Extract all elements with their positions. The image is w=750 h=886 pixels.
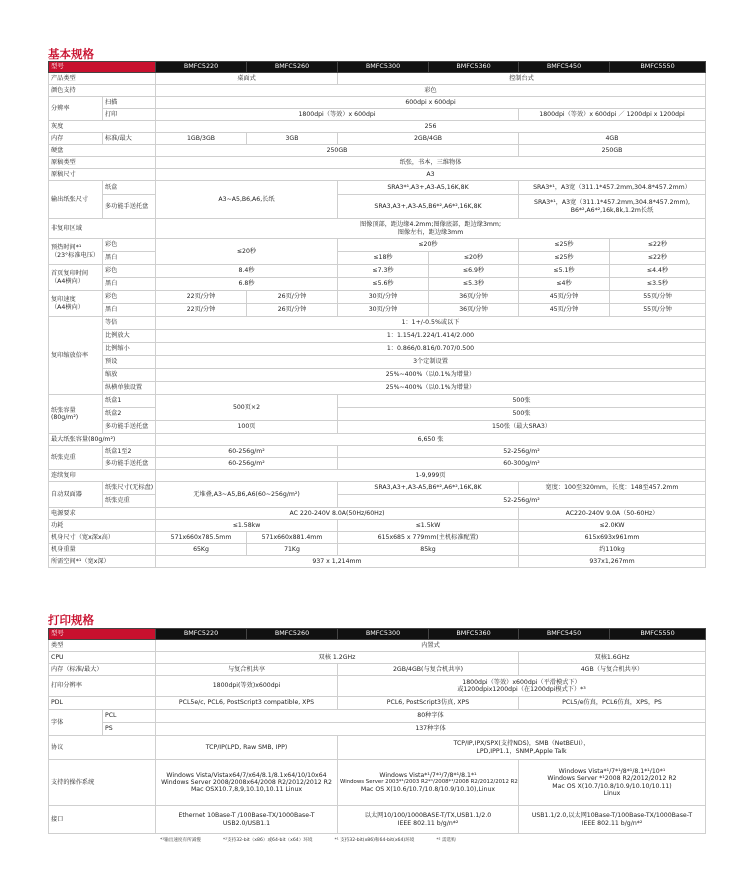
table-row	[49, 736, 706, 760]
model-5300: BMFC5300	[338, 62, 429, 73]
table-row	[49, 664, 706, 676]
cell: 85kg	[338, 544, 519, 556]
table-row	[49, 710, 706, 723]
cell-line: Windows Vista/Vistax64/7/x64/8.1/8.1x64/10/10x64	[166, 771, 327, 779]
sub-label: 纸盒2	[103, 408, 156, 421]
cell: 6,650 张	[156, 434, 706, 446]
footnotes	[160, 837, 478, 843]
cell: 71Kg	[247, 544, 338, 556]
row-label: 所需空间*¹（宽x深）	[49, 556, 156, 568]
cell: 30页/分钟	[338, 291, 429, 304]
sub-label: 纸盒	[103, 181, 156, 195]
cell-line: Ethernet 10Base-T /100Base-TX/1000Base-T	[178, 812, 315, 820]
cell: 控制台式	[338, 73, 706, 85]
cell: 1：1+/-0.5%或以下	[156, 317, 706, 330]
cell-line: Linux	[603, 789, 621, 797]
footnote: *¹ 支持32-bit(x86)和64-bit(x64)环境	[334, 838, 415, 843]
sub-label: 多功能手送托盘	[103, 195, 156, 219]
cell: 55页/分钟	[610, 304, 706, 317]
cell: SRA3*¹,A3+,A3-A5,16K,8K	[338, 181, 519, 195]
cell-line: Windows Server 2003*¹/2003 R2*¹/2008*¹/2008 R2/2012/2012 R2	[340, 779, 518, 786]
table-row	[49, 304, 706, 317]
cell: 1-9,999页	[156, 470, 706, 482]
sub-label: 纸盒1	[103, 395, 156, 408]
table-row	[49, 421, 706, 434]
sub-label: 纸张尺寸(无标盘)	[103, 482, 156, 495]
cell: ≤20秒	[338, 239, 519, 252]
cell: ≤1.5kW	[338, 520, 519, 532]
cell-line: USB2.0/USB1.1	[222, 819, 271, 827]
row-label	[49, 395, 103, 434]
cell-line: Windows Vista*¹/7*¹/7/8*¹/8.1*¹	[379, 772, 477, 779]
cell: PCL5/e仿真，PCL6仿真，XPS，PS	[519, 697, 706, 710]
cell: 45页/分钟	[519, 304, 610, 317]
cell: ≤3.5秒	[610, 278, 706, 291]
cell: ≤20秒	[429, 252, 519, 265]
model-5300: BMFC5300	[338, 629, 429, 640]
cell: 约110kg	[519, 544, 706, 556]
table-row	[49, 395, 706, 408]
cell: 937x1,267mm	[519, 556, 706, 568]
sub-label: 彩色	[103, 291, 156, 304]
cell: 80种字体	[156, 710, 706, 723]
cell	[519, 760, 706, 806]
cell	[156, 806, 338, 834]
table-row	[49, 458, 706, 470]
basic-specs-title: 基本规格	[48, 47, 94, 61]
sub-label: 多功能手送托盘	[103, 421, 156, 434]
cell: 1800dpi（等效）x 600dpi ／ 1200dpi x 1200dpi	[519, 109, 706, 121]
header-row	[49, 62, 706, 73]
table-row	[49, 369, 706, 382]
print-specs-table	[48, 628, 706, 834]
cell	[338, 760, 519, 806]
sub-label: 黑白	[103, 278, 156, 291]
table-row	[49, 806, 706, 834]
footnote: *¹输出速度有所减慢	[160, 838, 201, 843]
model-label: 型号	[49, 62, 156, 73]
cell: 55页/分钟	[610, 291, 706, 304]
row-label	[49, 291, 103, 317]
table-row	[49, 195, 706, 219]
row-label: 颜色支持	[49, 85, 156, 97]
row-label: 硬盘	[49, 145, 156, 157]
cell: SRA3,A3+,A3-A5,B6*²,A6*²,16K,8K	[338, 482, 519, 495]
table-row	[49, 278, 706, 291]
cell: TCP/IP(LPD, Raw SMB, IPP)	[156, 736, 338, 760]
table-row	[49, 219, 706, 239]
cell: 1GB/3GB	[156, 133, 247, 145]
table-row	[49, 482, 706, 495]
model-5550: BMFC5550	[610, 629, 706, 640]
cell: 2GB/4GB	[338, 133, 519, 145]
table-row	[49, 73, 706, 85]
cell: ≤18秒	[338, 252, 429, 265]
header-row	[49, 629, 706, 640]
cell-line: 1800dpi（等效）x600dpi（平滑模式下）	[462, 678, 581, 686]
sub-label: 等倍	[103, 317, 156, 330]
table-row	[49, 470, 706, 482]
table-row	[49, 181, 706, 195]
table-row	[49, 676, 706, 697]
cell-line: 图像顶部，距边缘4.2mm;图像底部，距边缘3mm;	[359, 221, 502, 229]
row-label: PDL	[49, 697, 156, 710]
cell: 8.4秒	[156, 265, 338, 278]
row-label: 机身尺寸（宽x深x高）	[49, 532, 156, 544]
cell-line: Mac OSX10.7,8,9,10.10,10.11 Linux	[190, 786, 303, 794]
footnote: *² 需选购	[436, 838, 456, 843]
row-label-line: （A4横向）	[51, 303, 84, 311]
cell: 256	[156, 121, 706, 133]
cell: 60-300g/m²	[338, 458, 706, 470]
cell: 22页/分钟	[156, 304, 247, 317]
table-row	[49, 446, 706, 458]
cell: 25%~400%（以0.1%为增量）	[156, 382, 706, 395]
sub-label: 纸盒1至2	[103, 446, 156, 458]
cell	[338, 676, 706, 697]
row-label: 分辨率	[49, 97, 103, 121]
cell: ≤5.1秒	[519, 265, 610, 278]
cell	[519, 806, 706, 834]
cell: 双核 1.2GHz	[156, 652, 519, 664]
sub-label: 预设	[103, 356, 156, 369]
footnote: *²支持32-bit（x86）或64-bit（x64）环境	[222, 838, 313, 843]
cell-line: Windows Server 2008/2008x64/2008 R2/2012/2012 R2	[161, 778, 332, 786]
cell: ≤22秒	[610, 252, 706, 265]
cell: 25%~400%（以0.1%为增量）	[156, 369, 706, 382]
row-label-line: 首页复印时间	[51, 270, 89, 278]
cell: 65Kg	[156, 544, 247, 556]
cell: AC220-240V 9.0A（50-60Hz）	[519, 508, 706, 520]
sub-label: 比例缩小	[103, 343, 156, 356]
cell: ≤5.3秒	[429, 278, 519, 291]
cell: 彩色	[156, 85, 706, 97]
cell: ≤1.58kw	[156, 520, 338, 532]
cell	[338, 806, 519, 834]
sub-label: PCL	[103, 710, 156, 723]
table-row	[49, 434, 706, 446]
table-row	[49, 239, 706, 252]
row-label: 灰度	[49, 121, 156, 133]
table-row	[49, 556, 706, 568]
table-row	[49, 520, 706, 532]
table-row	[49, 508, 706, 520]
print-specs-title: 打印规格	[48, 613, 94, 627]
cell-line: 图像左右，距边缘3mm	[397, 228, 464, 236]
cell: 1800dpi(等效)x600dpi	[156, 676, 338, 697]
table-row	[49, 133, 706, 145]
sub-label: 纸张克重	[103, 495, 156, 508]
row-label: 复印缩放倍率	[49, 317, 103, 395]
row-label: 接口	[49, 806, 156, 834]
table-row	[49, 760, 706, 806]
row-label: 最大纸张容量(80g/m²)	[49, 434, 156, 446]
row-label: 输出纸张尺寸	[49, 181, 103, 219]
model-5260: BMFC5260	[247, 629, 338, 640]
table-row	[49, 169, 706, 181]
table-row	[49, 382, 706, 395]
cell: 600dpi x 600dpi	[156, 97, 706, 109]
cell: 26页/分钟	[247, 291, 338, 304]
table-row	[49, 145, 706, 157]
row-label: 类型	[49, 640, 156, 652]
row-label: 自动双面器	[49, 482, 103, 508]
sub-label: 打印	[103, 109, 156, 121]
cell: ≤20秒	[156, 239, 338, 265]
cell: 纸张，书本，三维物体	[156, 157, 706, 169]
cell: ≤5.6秒	[338, 278, 429, 291]
row-label: 功耗	[49, 520, 156, 532]
cell: A3~A5,B6,A6,长纸	[156, 181, 338, 219]
cell: SRA3*¹，A3宽（311.1*457.2mm,304.8*457.2mm）	[519, 181, 706, 195]
table-row	[49, 157, 706, 169]
cell: ≤25秒	[519, 252, 610, 265]
row-label: 电源要求	[49, 508, 156, 520]
cell: 双核1.6GHz	[519, 652, 706, 664]
basic-specs-table	[48, 61, 706, 568]
cell: 30页/分钟	[338, 304, 429, 317]
table-row	[49, 291, 706, 304]
cell: 22页/分钟	[156, 291, 247, 304]
cell: 1800dpi（等效）x 600dpi	[156, 109, 519, 121]
cell-line: 以太网10/100/1000BASE-T/TX,USB1.1/2.0	[364, 812, 492, 820]
row-label-line: （23°标准电压）	[51, 251, 100, 259]
cell: 615x685 x 779mm(主机标准配置)	[338, 532, 519, 544]
cell: 571x660x785.5mm	[156, 532, 247, 544]
cell: 60-256g/m²	[156, 458, 338, 470]
cell-line: Windows Vista*¹/7*¹/8*¹/8.1*¹/10*¹	[558, 767, 666, 775]
model-5550: BMFC5550	[610, 62, 706, 73]
cell: 100页	[156, 421, 338, 434]
cell: ≤4秒	[519, 278, 610, 291]
cell: ≤6.9秒	[429, 265, 519, 278]
row-label: 纸张克重	[49, 446, 103, 470]
cell: 250GB	[156, 145, 519, 157]
sub-label: 黑白	[103, 304, 156, 317]
cell: 4GB	[519, 133, 706, 145]
row-label-line: 预热时间*¹	[51, 244, 82, 252]
row-label: 协议	[49, 736, 156, 760]
cell: 1：0.866/0.816/0.707/0.500	[156, 343, 706, 356]
cell: 36页/分钟	[429, 304, 519, 317]
cell: PCL6, PostScript3仿真, XPS	[338, 697, 519, 710]
model-label: 型号	[49, 629, 156, 640]
row-label: 原稿类型	[49, 157, 156, 169]
cell: SRA3,A3+,A3-A5,B6*²,A6*²,16K,8K	[338, 195, 519, 219]
cell: 内置式	[156, 640, 706, 652]
sub-label: PS	[103, 723, 156, 736]
cell-line: LPD,IPP1.1，SNMP,Apple Talk	[476, 747, 567, 755]
row-label-line: （A4横向）	[51, 277, 84, 285]
cell-line: B6*²,A6*²,16k,8k,1.2m长纸	[570, 206, 654, 214]
sub-label: 多功能手送托盘	[103, 458, 156, 470]
table-row	[49, 408, 706, 421]
row-label: 机身重量	[49, 544, 156, 556]
table-row	[49, 697, 706, 710]
cell: 3个定制设置	[156, 356, 706, 369]
row-label: 连续复印	[49, 470, 156, 482]
cell: 宽度：100至320mm，长度：148至457.2mm	[519, 482, 706, 495]
cell: 45页/分钟	[519, 291, 610, 304]
cell: 1：1.154/1.224/1.414/2.000	[156, 330, 706, 343]
cell-line: IEEE 802.11 b/g/n*²	[581, 819, 643, 827]
table-row	[49, 109, 706, 121]
cell: 500张	[338, 395, 706, 408]
row-label: 原稿尺寸	[49, 169, 156, 181]
sub-label: 彩色	[103, 265, 156, 278]
row-label-line: (80g/m²)	[51, 414, 79, 421]
cell: 4GB（与复合机共享）	[519, 664, 706, 676]
sub-label: 纵横单独设置	[103, 382, 156, 395]
cell	[156, 219, 706, 239]
cell: 937 x 1,214mm	[156, 556, 519, 568]
row-label	[49, 265, 103, 291]
row-label: 打印分辨率	[49, 676, 156, 697]
cell: A3	[156, 169, 706, 181]
cell: 52-256g/m²	[338, 495, 706, 508]
sub-label: 黑白	[103, 252, 156, 265]
cell: 6.8秒	[156, 278, 338, 291]
cell-line: TCP/IP,IPX/SPX(支持NDS)，SMB（NetBEUI），	[453, 740, 590, 748]
cell: 500张	[338, 408, 706, 421]
row-label-line: 纸张容量	[51, 406, 76, 414]
sub-label: 缩放	[103, 369, 156, 382]
row-label: 内存（标准/最大）	[49, 664, 156, 676]
cell	[338, 736, 706, 760]
table-row	[49, 97, 706, 109]
cell: 500页×2	[156, 395, 338, 421]
table-row	[49, 640, 706, 652]
cell: 150张（最大SRA3）	[338, 421, 706, 434]
cell: 52-256g/m²	[338, 446, 706, 458]
row-label: 内存	[49, 133, 103, 145]
model-5450: BMFC5450	[519, 629, 610, 640]
cell-line: Mac OS X(10.6/10.7/10.8/10.9/10.10),Linux	[360, 785, 496, 793]
row-label: 支持的操作系统	[49, 760, 156, 806]
cell: 3GB	[247, 133, 338, 145]
cell: AC 220-240V 8.0A(50Hz/60Hz)	[156, 508, 519, 520]
table-row	[49, 532, 706, 544]
cell	[156, 760, 338, 806]
cell: 250GB	[519, 145, 706, 157]
row-label: 产品类型	[49, 73, 156, 85]
table-row	[49, 330, 706, 343]
table-row	[49, 252, 706, 265]
table-row	[49, 343, 706, 356]
row-label	[49, 239, 103, 265]
cell: 36页/分钟	[429, 291, 519, 304]
cell-line: 或1200dpix1200dpi（在1200dpi模式下）*³	[457, 686, 586, 693]
table-row	[49, 317, 706, 330]
cell: 137种字体	[156, 723, 706, 736]
cell: 桌面式	[156, 73, 338, 85]
cell: PCL5e/c, PCL6, PostScript3 compatible, XPS	[156, 697, 338, 710]
cell-line: IEEE 802.11 b/g/n*²	[397, 819, 459, 827]
model-5220: BMFC5220	[156, 62, 247, 73]
table-row	[49, 121, 706, 133]
table-row	[49, 723, 706, 736]
cell: 无堆叠,A3~A5,B6,A6(60~256g/m²)	[156, 482, 338, 508]
cell: ≤25秒	[519, 239, 610, 252]
sub-label: 标准/最大	[103, 133, 156, 145]
model-5260: BMFC5260	[247, 62, 338, 73]
cell: ≤4.4秒	[610, 265, 706, 278]
model-5360: BMFC5360	[429, 629, 519, 640]
sub-label: 彩色	[103, 239, 156, 252]
cell-line: USB1.1/2.0,以太网10Base-T/100Base-TX/1000Base-T	[531, 812, 693, 820]
cell-line: SRA3*¹，A3宽（311.1*457.2mm,304.8*457.2mm),	[534, 199, 690, 207]
table-row	[49, 85, 706, 97]
table-row	[49, 265, 706, 278]
cell-line: Windows Server *¹2008 R2/2012/2012 R2	[547, 775, 677, 783]
row-label: 非复印区域	[49, 219, 156, 239]
model-5450: BMFC5450	[519, 62, 610, 73]
cell-line: Mac OS X(10.7/10.8/10.9/10.10/10.11)	[552, 782, 672, 790]
cell: 2GB/4GB(与复合机共享)	[338, 664, 519, 676]
table-row	[49, 356, 706, 369]
row-label: 字体	[49, 710, 103, 736]
row-label: CPU	[49, 652, 156, 664]
cell: ≤22秒	[610, 239, 706, 252]
cell: 571x660x881.4mm	[247, 532, 338, 544]
table-row	[49, 544, 706, 556]
model-5360: BMFC5360	[429, 62, 519, 73]
sub-label: 扫描	[103, 97, 156, 109]
sub-label: 比例放大	[103, 330, 156, 343]
table-row	[49, 652, 706, 664]
cell: 615x693x961mm	[519, 532, 706, 544]
row-label-line: 复印速度	[51, 296, 76, 304]
cell: 26页/分钟	[247, 304, 338, 317]
cell: 与复合机共享	[156, 664, 338, 676]
cell: ≤7.3秒	[338, 265, 429, 278]
table-row	[49, 495, 706, 508]
cell: ≤2.0KW	[519, 520, 706, 532]
model-5220: BMFC5220	[156, 629, 247, 640]
cell	[519, 195, 706, 219]
cell: 60-256g/m²	[156, 446, 338, 458]
